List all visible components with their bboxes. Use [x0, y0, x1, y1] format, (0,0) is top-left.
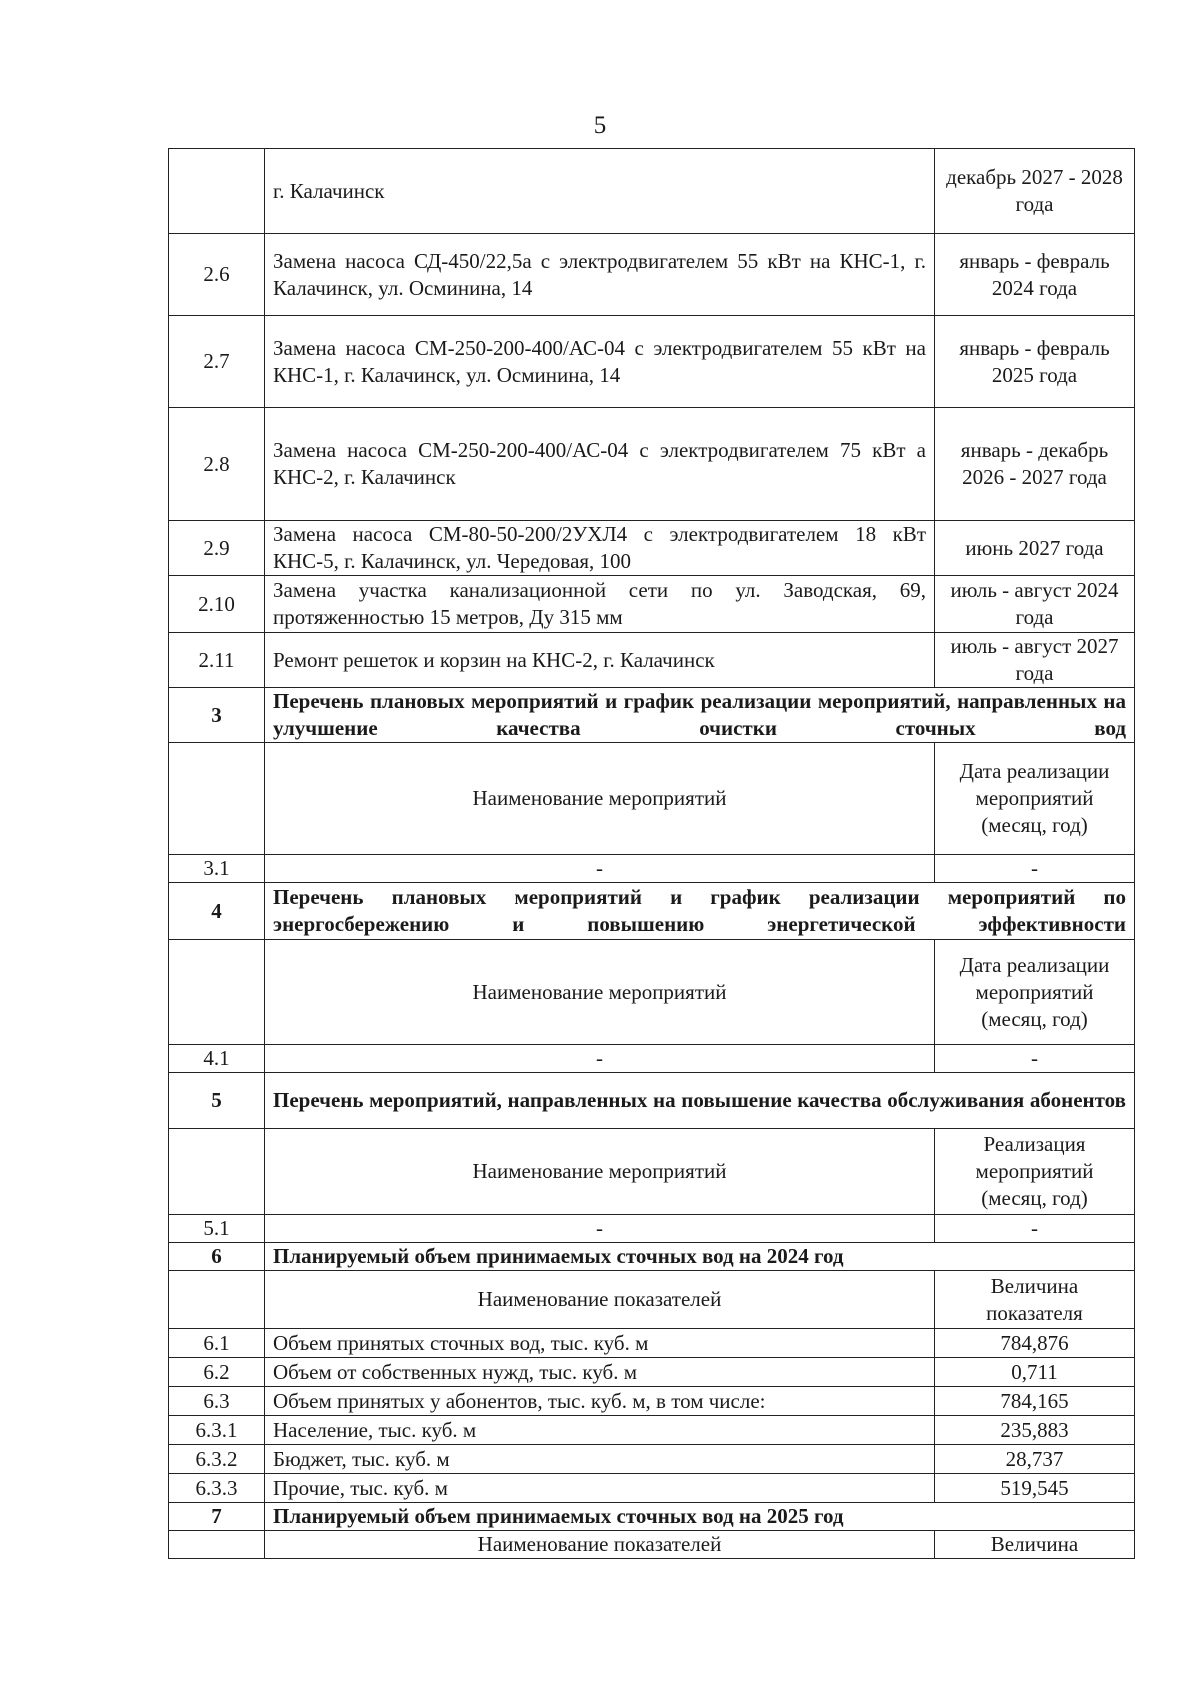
- row-number: 5.1: [169, 1215, 265, 1243]
- row-number: 2.7: [169, 316, 265, 408]
- section-title: Перечень плановых мероприятий и график реализации мероприятий по энергосбережению и повышению энергетической эффективности: [265, 883, 1135, 940]
- table-row: [169, 1215, 1135, 1243]
- row-date: 0,711: [935, 1358, 1135, 1387]
- row-date: 784,876: [935, 1329, 1135, 1358]
- row-description: Замена насоса СД-450/22,5а с электродвигателем 55 кВт на КНС-1, г. Калачинск, ул. Осминина, 14: [265, 234, 935, 316]
- section-row: [169, 688, 1135, 743]
- column-header-row: [169, 1129, 1135, 1215]
- section-title: Перечень мероприятий, направленных на повышение качества обслуживания абонентов: [265, 1073, 1135, 1129]
- row-description: Ремонт решеток и корзин на КНС-2, г. Калачинск: [265, 633, 935, 688]
- row-date: -: [935, 1215, 1135, 1243]
- row-number: [169, 1271, 265, 1329]
- column-header-date: Дата реализации мероприятий (месяц, год): [935, 743, 1135, 855]
- column-header-name: Наименование мероприятий: [265, 940, 935, 1045]
- row-description: Замена участка канализационной сети по ул. Заводская, 69, протяженностью 15 метров, Ду 315 мм: [265, 576, 935, 633]
- row-number: 6.3: [169, 1387, 265, 1416]
- row-description: -: [265, 1215, 935, 1243]
- row-date: январь - февраль 2025 года: [935, 316, 1135, 408]
- table-row: [169, 234, 1135, 316]
- table-row: [169, 521, 1135, 576]
- row-date: декабрь 2027 - 2028 года: [935, 149, 1135, 234]
- row-number: 5: [169, 1073, 265, 1129]
- column-header-name: Наименование мероприятий: [265, 1129, 935, 1215]
- column-header-date: Величина: [935, 1531, 1135, 1559]
- row-number: 2.6: [169, 234, 265, 316]
- row-number: [169, 940, 265, 1045]
- plan-table-body: [169, 149, 1135, 1559]
- row-number: 6.3.2: [169, 1445, 265, 1474]
- column-header-row: [169, 743, 1135, 855]
- row-date: 519,545: [935, 1474, 1135, 1503]
- table-row: [169, 633, 1135, 688]
- column-header-date: Величина показателя: [935, 1271, 1135, 1329]
- row-date: 28,737: [935, 1445, 1135, 1474]
- row-number: 6.3.3: [169, 1474, 265, 1503]
- table-row: [169, 149, 1135, 234]
- row-date: июль - август 2024 года: [935, 576, 1135, 633]
- row-description: Бюджет, тыс. куб. м: [265, 1445, 935, 1474]
- row-number: 2.10: [169, 576, 265, 633]
- row-description: Замена насоса СМ-250-200-400/АС-04 с электродвигателем 55 кВт на КНС-1, г. Калачинск, ул. Осминина, 14: [265, 316, 935, 408]
- table-row: [169, 408, 1135, 521]
- row-description: Объем принятых сточных вод, тыс. куб. м: [265, 1329, 935, 1358]
- row-number: 3: [169, 688, 265, 743]
- section-row: [169, 1243, 1135, 1271]
- column-header-name: Наименование мероприятий: [265, 743, 935, 855]
- row-description: Замена насоса СМ-80-50-200/2УХЛ4 с электродвигателем 18 кВт КНС-5, г. Калачинск, ул. Чередовая, 100: [265, 521, 935, 576]
- row-description: Объем принятых у абонентов, тыс. куб. м, в том числе:: [265, 1387, 935, 1416]
- row-date: -: [935, 1045, 1135, 1073]
- section-row: [169, 883, 1135, 940]
- table-row: [169, 1445, 1135, 1474]
- row-description: -: [265, 1045, 935, 1073]
- table-row: [169, 1387, 1135, 1416]
- row-number: 7: [169, 1503, 265, 1531]
- column-header-date: Дата реализации мероприятий (месяц, год): [935, 940, 1135, 1045]
- row-number: 4.1: [169, 1045, 265, 1073]
- column-header-row: [169, 1531, 1135, 1559]
- row-number: [169, 1531, 265, 1559]
- section-row: [169, 1503, 1135, 1531]
- row-number: [169, 149, 265, 234]
- row-description: Замена насоса СМ-250-200-400/АС-04 с электродвигателем 75 кВт а КНС-2, г. Калачинск: [265, 408, 935, 521]
- row-date: январь - декабрь 2026 - 2027 года: [935, 408, 1135, 521]
- page-number: 5: [593, 112, 607, 139]
- section-title: Планируемый объем принимаемых сточных вод на 2024 год: [265, 1243, 1135, 1271]
- section-row: [169, 1073, 1135, 1129]
- column-header-row: [169, 1271, 1135, 1329]
- row-number: 6: [169, 1243, 265, 1271]
- row-description: Население, тыс. куб. м: [265, 1416, 935, 1445]
- column-header-row: [169, 940, 1135, 1045]
- row-number: 2.8: [169, 408, 265, 521]
- row-description: -: [265, 855, 935, 883]
- table-row: [169, 316, 1135, 408]
- section-title: Планируемый объем принимаемых сточных вод на 2025 год: [265, 1503, 1135, 1531]
- table-row: [169, 1045, 1135, 1073]
- column-header-name: Наименование показателей: [265, 1271, 935, 1329]
- row-number: 4: [169, 883, 265, 940]
- section-title: Перечень плановых мероприятий и график реализации мероприятий, направленных на улучшение качества очистки сточных вод: [265, 688, 1135, 743]
- row-number: 2.9: [169, 521, 265, 576]
- table-row: [169, 1329, 1135, 1358]
- table-row: [169, 576, 1135, 633]
- row-number: 6.3.1: [169, 1416, 265, 1445]
- table-row: [169, 1474, 1135, 1503]
- row-number: 6.1: [169, 1329, 265, 1358]
- row-date: июль - август 2027 года: [935, 633, 1135, 688]
- column-header-name: Наименование показателей: [265, 1531, 935, 1559]
- row-date: 235,883: [935, 1416, 1135, 1445]
- row-number: [169, 1129, 265, 1215]
- row-date: январь - февраль 2024 года: [935, 234, 1135, 316]
- table-row: [169, 855, 1135, 883]
- row-number: 6.2: [169, 1358, 265, 1387]
- row-description: Объем от собственных нужд, тыс. куб. м: [265, 1358, 935, 1387]
- row-number: 3.1: [169, 855, 265, 883]
- table-row: [169, 1358, 1135, 1387]
- plan-table: [168, 148, 1135, 1559]
- row-description: г. Калачинск: [265, 149, 935, 234]
- row-date: -: [935, 855, 1135, 883]
- column-header-date: Реализация мероприятий (месяц, год): [935, 1129, 1135, 1215]
- row-date: 784,165: [935, 1387, 1135, 1416]
- row-description: Прочие, тыс. куб. м: [265, 1474, 935, 1503]
- row-number: [169, 743, 265, 855]
- table-row: [169, 1416, 1135, 1445]
- row-number: 2.11: [169, 633, 265, 688]
- row-date: июнь 2027 года: [935, 521, 1135, 576]
